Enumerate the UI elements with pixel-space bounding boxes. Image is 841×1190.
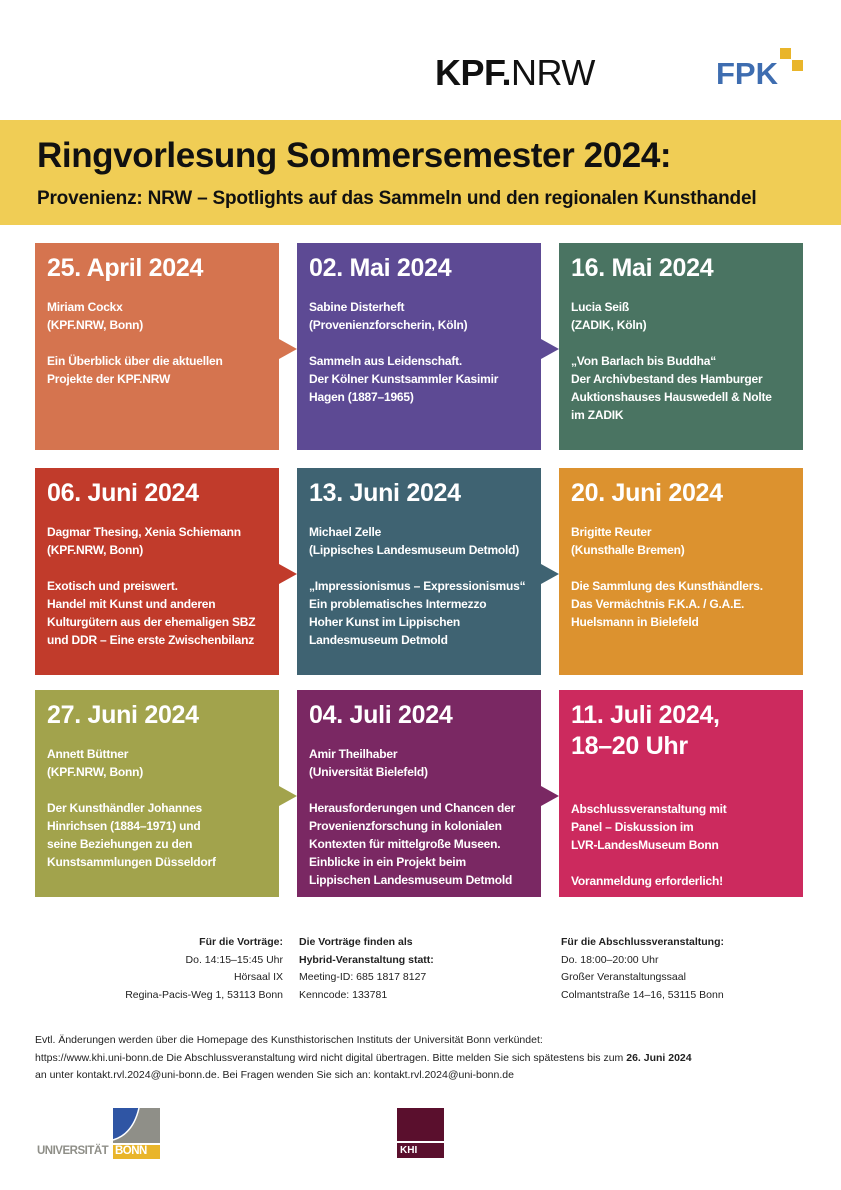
lecture-topic: Sammeln aus Leidenschaft. Der Kölner Kunstsammler Kasimir Hagen (1887–1965) [309,354,499,404]
page-subtitle: Provenienz: NRW – Spotlights auf das Sammeln und den regionalen Kunsthandel [37,188,757,209]
kpf-logo-bold: KPF. [435,52,512,93]
lecture-speaker: Annett Büttner (KPF.NRW, Bonn) [47,747,144,779]
fpk-logo-text: FPK [716,56,778,91]
arrow-right-icon [279,564,297,584]
lecture-topic: Exotisch und preiswert. Handel mit Kunst und anderen Kulturgütern aus der ehemaligen SBZ und DDR – Eine erste Zwischenbilanz [47,579,256,647]
khi-logo-block [397,1108,444,1141]
arrow-right-icon [541,786,559,806]
lecture-card [559,690,803,897]
note-line: https://www.khi.uni-bonn.de Die Abschlussveranstaltung wird nicht digital übertragen. Bitte melden Sie sich spätestens bis zum [35,1051,627,1064]
lecture-speaker: Michael Zelle (Lippisches Landesmuseum Detmold) [309,525,520,557]
lecture-speaker: Dagmar Thesing, Xenia Schiemann (KPF.NRW, Bonn) [47,525,241,557]
lecture-card [297,690,541,897]
lecture-topic: Herausforderungen und Chancen der Provenienzforschung in kolonialen Kontexten für mittelgroße Museen. Einblicke in ein Projekt beim Lippischen Landesmuseum Detmold [309,801,516,887]
lecture-date: 13. Juni 2024 [309,479,461,507]
lecture-date: 02. Mai 2024 [309,254,452,282]
lecture-date: 16. Mai 2024 [571,254,714,282]
lecture-card [559,243,803,450]
kpf-nrw-logo [435,52,595,94]
fpk-logo-square [792,60,803,71]
lecture-date: 04. Juli 2024 [309,701,453,729]
lecture-speaker: Miriam Cockx (KPF.NRW, Bonn) [47,300,144,332]
arrow-right-icon [279,339,297,359]
lecture-topic: Ein Überblick über die aktuellen Projekte der KPF.NRW [47,354,223,386]
lecture-topic: „Von Barlach bis Buddha“ Der Archivbestand des Hamburger Auktionshauses Hauswedell & Nolte im ZADIK [571,354,772,422]
lecture-speaker: Sabine Disterheft (Provenienzforscherin, Köln) [309,300,468,332]
lecture-card [297,468,541,675]
lecture-topic: Abschlussveranstaltung mit Panel – Diskussion im LVR-LandesMuseum Bonn Voranmeldung erforderlich! [571,802,727,888]
footer-hybrid [299,934,434,1004]
footer-final-heading: Für die Abschlussveranstaltung: [561,936,724,948]
lecture-date: 06. Juni 2024 [47,479,199,507]
lecture-date: 20. Juni 2024 [571,479,723,507]
uni-bonn-text: UNIVERSITÄT [37,1145,109,1157]
lecture-speaker: Amir Theilhaber (Universität Bielefeld) [309,747,428,779]
uni-bonn-text-bonn: BONN [115,1145,147,1157]
registration-deadline: 26. Juni 2024 [626,1051,692,1064]
khi-logo [397,1108,444,1158]
footer-note [35,1032,692,1085]
arrow-right-icon [541,339,559,359]
lecture-topic: „Impressionismus – Expressionismus“ Ein problematisches Intermezzo Hoher Kunst im Lippischen Landesmuseum Detmold [309,579,526,647]
lecture-topic: Die Sammlung des Kunsthändlers. Das Vermächtnis F.K.A. / G.A.E. Huelsmann in Bielefeld [571,579,763,629]
lecture-card [297,243,541,450]
footer-hybrid-heading: Die Vorträge finden als Hybrid-Veranstaltung statt: [299,936,434,966]
note-line: an unter kontakt.rvl.2024@uni-bonn.de. Bei Fragen wenden Sie sich an: kontakt.rvl.2024@uni-bonn.de [35,1069,514,1081]
note-line: Evtl. Änderungen werden über die Homepage des Kunsthistorischen Instituts der Universität Bonn verkündet: [35,1034,543,1046]
uni-bonn-logo [37,1108,162,1160]
arrow-right-icon [279,786,297,806]
footer-hybrid-details: Meeting-ID: 685 1817 8127 Kenncode: 133781 [299,971,427,1001]
fpk-logo [716,46,811,96]
lecture-card [559,468,803,675]
lecture-speaker: Brigitte Reuter (Kunsthalle Bremen) [571,525,685,557]
arrow-right-icon [541,564,559,584]
lecture-card [35,468,279,675]
lecture-date: 25. April 2024 [47,254,204,282]
footer-final [561,934,724,1004]
kpf-logo-light: NRW [511,52,595,93]
lecture-card [35,690,279,897]
fpk-logo-square [780,48,791,59]
footer-lectures-details: Do. 14:15–15:45 Uhr Hörsaal IX Regina-Pacis-Weg 1, 53113 Bonn [125,953,283,1001]
lecture-card [35,243,279,450]
lecture-date: 11. Juli 2024, 18–20 Uhr [571,701,720,760]
lecture-topic: Der Kunsthändler Johannes Hinrichsen (1884–1971) und seine Beziehungen zu den Kunstsammlungen Düsseldorf [47,801,216,869]
khi-logo-text: KHI [397,1143,444,1158]
footer-lectures-heading: Für die Vorträge: [199,936,283,948]
footer-final-details: Do. 18:00–20:00 Uhr Großer Veranstaltungssaal Colmantstraße 14–16, 53115 Bonn [561,953,724,1001]
footer-lectures [60,934,283,1004]
lecture-date: 27. Juni 2024 [47,701,199,729]
page-title: Ringvorlesung Sommersemester 2024: [37,136,672,175]
lecture-speaker: Lucia Seiß (ZADIK, Köln) [571,300,647,332]
